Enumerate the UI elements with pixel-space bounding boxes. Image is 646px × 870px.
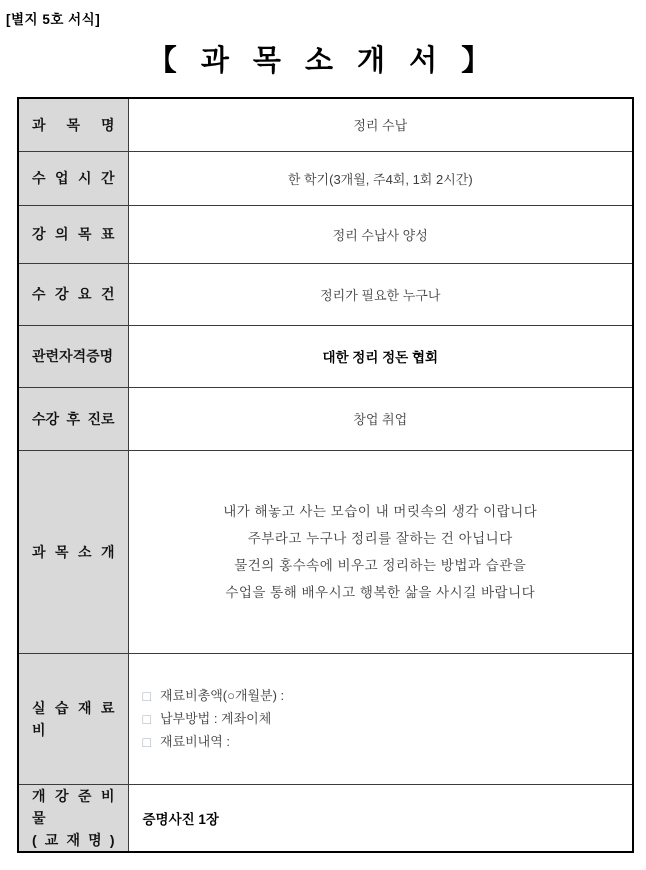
material-cost-item xyxy=(143,684,623,707)
material-cost-item-label: 재료비내역 : xyxy=(159,734,230,749)
material-cost-item xyxy=(143,707,623,730)
course-description-line: 수업을 통해 배우시고 행복한 삶을 사시길 바랍니다 xyxy=(225,584,536,600)
table-row-certification xyxy=(18,325,633,387)
table-row-requirements xyxy=(18,263,633,325)
row-label-course-description: 과 목 소 개 xyxy=(18,450,128,653)
row-value-course-description xyxy=(128,450,633,653)
row-value-class-hours: 한 학기(3개월, 주4회, 1회 2시간) xyxy=(128,151,633,205)
form-attachment-note: [별지 5호 서식] xyxy=(6,12,101,27)
page-title: 【 과 목 소 개 서 】 xyxy=(147,45,499,77)
row-value-requirements: 정리가 필요한 누구나 xyxy=(128,263,633,325)
row-value-preparation-items: 증명사진 1장 xyxy=(128,784,633,852)
row-label-career-path: 수강 후 진로 xyxy=(18,387,128,450)
table-row-preparation-items xyxy=(18,784,633,852)
row-label-course-name: 과 목 명 xyxy=(18,98,128,151)
row-value-lecture-goal: 정리 수납사 양성 xyxy=(128,205,633,263)
preparation-items-label-line2: ( 교 재 명 ) xyxy=(32,831,115,848)
course-intro-table xyxy=(17,97,634,853)
checkbox-icon: □ xyxy=(142,688,151,704)
row-value-material-cost xyxy=(128,653,633,784)
course-description-line: 물건의 홍수속에 비우고 정리하는 방법과 습관을 xyxy=(234,557,527,573)
row-value-certification: 대한 정리 정돈 협회 xyxy=(128,325,633,387)
checkbox-icon: □ xyxy=(142,711,151,727)
material-cost-item-label: 납부방법 : 계좌이체 xyxy=(159,711,272,726)
table-row-career-path xyxy=(18,387,633,450)
row-label-preparation-items xyxy=(18,784,128,852)
row-label-material-cost: 실 습 재 료 비 xyxy=(18,653,128,784)
row-value-career-path: 창업 취업 xyxy=(128,387,633,450)
row-label-lecture-goal: 강 의 목 표 xyxy=(18,205,128,263)
course-description-line: 주부라고 누구나 정리를 잘하는 건 아닙니다 xyxy=(247,530,513,546)
material-cost-item xyxy=(143,730,623,753)
row-value-course-name: 정리 수납 xyxy=(128,98,633,151)
checkbox-icon: □ xyxy=(142,734,151,750)
table-row-material-cost xyxy=(18,653,633,784)
row-label-certification: 관련자격증명 xyxy=(18,325,128,387)
row-label-requirements: 수 강 요 건 xyxy=(18,263,128,325)
table-row-lecture-goal xyxy=(18,205,633,263)
preparation-items-label-line1: 개 강 준 비 물 xyxy=(32,787,115,826)
table-row-course-name xyxy=(18,98,633,151)
table-row-class-hours xyxy=(18,151,633,205)
course-description-line: 내가 해놓고 사는 모습이 내 머릿속의 생각 이랍니다 xyxy=(223,503,538,519)
material-cost-item-label: 재료비총액(○개월분) : xyxy=(159,688,285,703)
row-label-class-hours: 수 업 시 간 xyxy=(18,151,128,205)
table-row-course-description xyxy=(18,450,633,653)
